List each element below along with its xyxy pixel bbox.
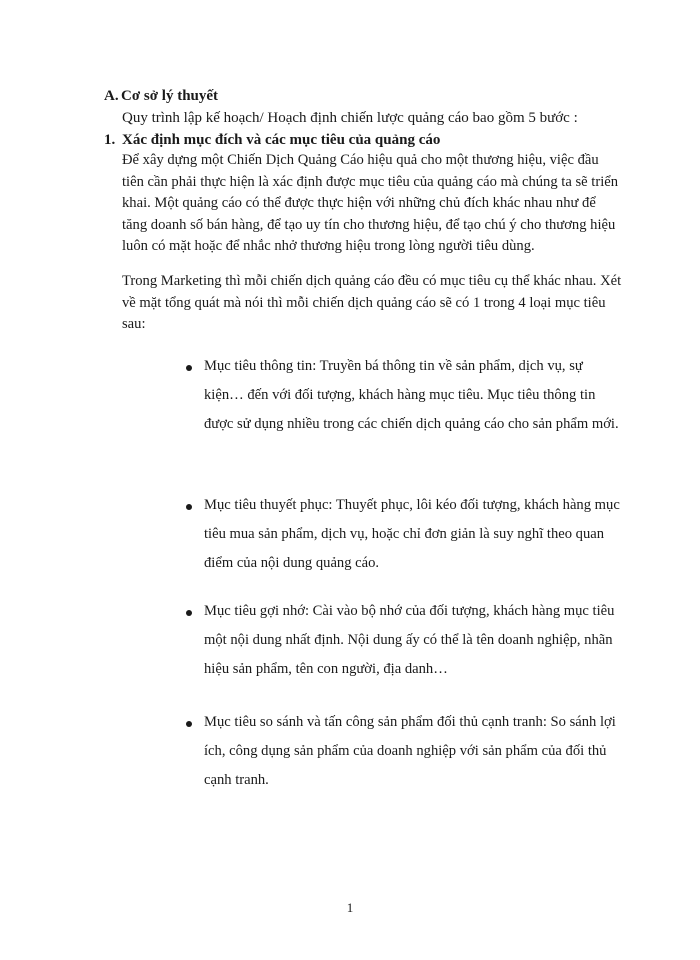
section-a-heading [104, 86, 218, 106]
list-item [186, 491, 626, 578]
bullet-icon [186, 504, 192, 510]
page-number: 1 [346, 900, 354, 915]
paragraph-2: Trong Marketing thì mỗi chiến dịch quảng cáo đều có mục tiêu cụ thể khác nhau. Xét về mặt tổng quát mà nói thì mỗi chiến dịch quảng cáo sẽ có 1 trong 4 loại mục tiêu sau: [122, 273, 622, 333]
bullet-icon [186, 610, 192, 616]
section-1-title: Xác định mục đích và các mục tiêu của quảng cáo [122, 132, 441, 148]
section-1-heading [104, 130, 440, 150]
section-a-marker: A. [104, 88, 119, 104]
section-1-marker: 1. [104, 132, 116, 148]
bullet-icon [186, 365, 192, 371]
list-item [186, 352, 626, 439]
section-a-title: Cơ sở lý thuyết [121, 88, 219, 104]
list-item [186, 597, 626, 684]
bullet-text: Mục tiêu thuyết phục: Thuyết phục, lôi kéo đối tượng, khách hàng mục tiêu mua sản phẩm, dịch vụ, hoặc chỉ đơn giản là suy nghĩ theo quan điểm của nội dung quảng cáo. [204, 497, 620, 571]
list-item [186, 708, 626, 795]
section-a-intro: Quy trình lập kế hoạch/ Hoạch định chiến lược quảng cáo bao gồm 5 bước : [122, 110, 578, 126]
bullet-text: Mục tiêu so sánh và tấn công sản phẩm đối thủ cạnh tranh: So sánh lợi ích, công dụng sản phẩm của doanh nghiệp với sản phẩm của đối thủ cạnh tranh. [204, 714, 616, 788]
bullet-text: Mục tiêu gợi nhớ: Cài vào bộ nhớ của đối tượng, khách hàng mục tiêu một nội dung nhất định. Nội dung ấy có thể là tên doanh nghiệp, nhãn hiệu sản phẩm, tên con người, địa danh… [204, 603, 615, 677]
bullet-text: Mục tiêu thông tin: Truyền bá thông tin về sản phẩm, dịch vụ, sự kiện… đến với đối tượng, khách hàng mục tiêu. Mục tiêu thông tin được sử dụng nhiều trong các chiến dịch quảng cáo cho sản phẩm mới. [204, 358, 619, 432]
paragraph-1: Để xây dựng một Chiến Dịch Quảng Cáo hiệu quả cho một thương hiệu, việc đầu tiên cần phải thực hiện là xác định được mục tiêu của quảng cáo mà chúng ta sẽ triển khai. Một quảng cáo có thể được thực hiện với những chủ đích khác nhau như để tăng doanh số bán hàng, để tạo uy tín cho thương hiệu, để tạo chú ý cho thương hiệu luôn có mặt hoặc để nhắc nhở thương hiệu trong lòng người tiêu dùng. [122, 152, 619, 255]
bullet-icon [186, 721, 192, 727]
